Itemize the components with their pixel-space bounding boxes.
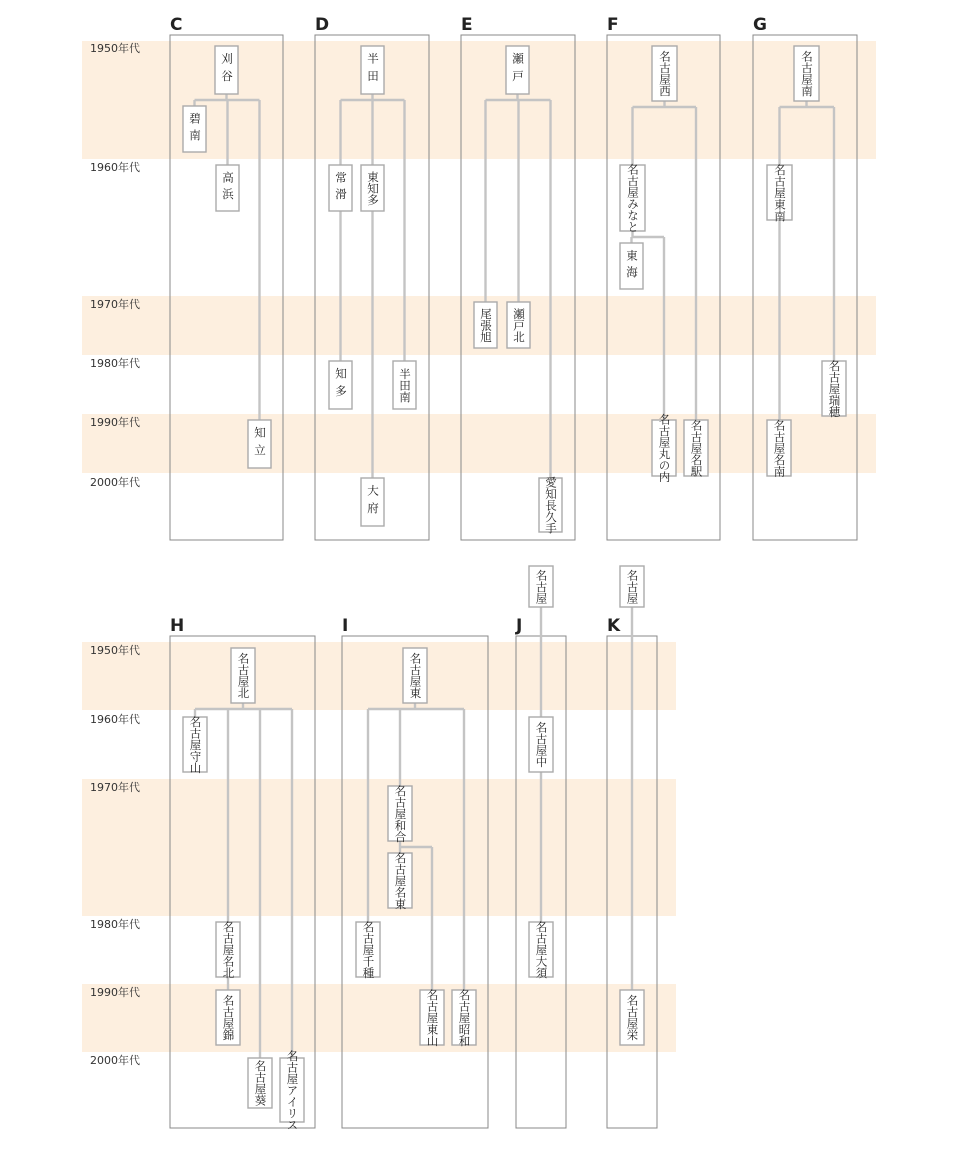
club-node-nagoyaosu (529, 921, 553, 979)
club-label: 東知多 (366, 170, 380, 206)
club-label: 大府 (366, 484, 380, 520)
club-node-takahama (216, 165, 239, 211)
club-node-kariya (215, 46, 238, 94)
decade-label: 1970年代 (90, 781, 140, 794)
group-letter-i: I (342, 616, 349, 636)
decade-label: 1990年代 (90, 416, 140, 429)
club-label: 名古屋名北 (221, 920, 236, 979)
club-node-nagoyawago (388, 785, 412, 843)
club-label: 名古屋栄 (625, 994, 640, 1041)
club-label: 知多 (334, 367, 348, 403)
club-node-nagoyahigashiyama (420, 989, 444, 1047)
club-label: 名古屋名駅 (689, 419, 704, 477)
club-label: 名古屋東山 (425, 988, 440, 1047)
club-node-handa (361, 46, 384, 94)
club-label: 名古屋北 (236, 652, 251, 699)
decade-label: 1960年代 (90, 713, 140, 726)
club-node-nagoyameinan (767, 419, 791, 477)
club-label: 名古屋丸の内 (657, 413, 672, 483)
club-label: 名古屋千種 (361, 920, 376, 979)
decade-band-2-5 (82, 984, 676, 1052)
club-label: 名古屋瑞穂 (827, 359, 842, 418)
club-label: 碧南 (188, 112, 202, 146)
club-label: 名古屋葵 (253, 1060, 268, 1106)
club-node-nagoyaminato (620, 164, 645, 233)
club-label: 瀬戸 (511, 52, 525, 88)
club-label: 東海 (625, 249, 639, 283)
club-label: 高浜 (221, 171, 235, 205)
club-node-nagoyachikusa (356, 921, 380, 979)
club-label: 刈谷 (220, 52, 234, 88)
group-frames (170, 35, 857, 1128)
decade-band-1-5 (82, 414, 876, 473)
club-node-setokita (507, 302, 530, 348)
club-node-nagoyamizuho (822, 360, 846, 418)
club-node-nagoyameihoku (216, 921, 240, 979)
decade-label: 1980年代 (90, 918, 140, 931)
decade-label: 1970年代 (90, 298, 140, 311)
club-label: 半田南 (398, 367, 412, 403)
club-node-nagoyanishiki (216, 990, 240, 1045)
club-node-nagoyameito (388, 852, 412, 910)
club-node-owariasahi (474, 302, 497, 348)
club-node-chiryu (248, 420, 271, 468)
club-node-nagoyashowa (452, 989, 476, 1047)
decade-label: 1950年代 (90, 42, 140, 55)
club-label: 名古屋名南 (772, 419, 787, 477)
club-label: 名古屋 (625, 569, 640, 604)
group-letter-j: J (516, 616, 523, 636)
club-label: 名古屋東南 (773, 163, 787, 222)
club-label: 名古屋守山 (188, 715, 203, 774)
decade-label: 1990年代 (90, 986, 140, 999)
club-node-obu (361, 478, 384, 526)
decade-label: 1980年代 (90, 357, 140, 370)
club-node-nagoyanishi (652, 46, 677, 101)
club-nodes (183, 46, 846, 1130)
club-node-handaminami (393, 361, 416, 409)
club-node-tokoname (329, 165, 352, 211)
club-node-nagoyaK (620, 566, 644, 607)
club-label: 名古屋昭和 (457, 988, 472, 1047)
club-node-aichinagakute (539, 476, 562, 534)
club-label: 愛知長久手 (544, 476, 558, 534)
club-node-nagoyaaoi (248, 1058, 272, 1108)
club-label: 半田 (366, 52, 380, 88)
club-label: 名古屋和合 (393, 784, 408, 843)
decade-label: 1960年代 (90, 161, 140, 174)
club-node-nagoyameieki (684, 419, 708, 477)
club-node-nagoyairis (280, 1050, 304, 1131)
group-letter-k: K (607, 616, 621, 636)
club-node-hekinan (183, 106, 206, 152)
club-node-higashichita (361, 165, 384, 211)
club-label: 名古屋南 (800, 50, 814, 97)
club-node-nagoyaJ (529, 566, 553, 607)
club-label: 常滑 (334, 171, 348, 205)
decade-band-2-1 (82, 642, 676, 710)
club-label: 名古屋大須 (534, 920, 549, 979)
club-label: 尾張旭 (479, 307, 493, 343)
club-label: 名古屋 (534, 569, 549, 604)
club-label: 知立 (253, 426, 267, 462)
club-label: 名古屋名東 (393, 851, 408, 910)
decade-band-2-3 (82, 779, 676, 916)
group-letter-e: E (461, 15, 473, 35)
club-node-nagoyatonan (767, 164, 792, 222)
club-label: 名古屋みなと (626, 163, 640, 233)
club-node-seto (506, 46, 529, 94)
decade-label: 2000年代 (90, 1054, 140, 1067)
club-node-nagoyahigashi (403, 648, 427, 703)
decade-bands (82, 41, 876, 1052)
club-node-nagoyanaka (529, 717, 553, 772)
group-letter-f: F (607, 15, 619, 35)
group-letter-c: C (170, 15, 183, 35)
club-label: 名古屋錦 (221, 994, 236, 1041)
club-label: 名古屋東 (408, 652, 423, 699)
group-letter-h: H (170, 616, 185, 636)
club-label: 名古屋中 (534, 721, 549, 768)
club-node-nagoyamarunouchi (652, 414, 676, 483)
club-node-chita (329, 361, 352, 409)
group-letter-d: D (315, 15, 330, 35)
club-label: 名古屋アイリス (285, 1049, 300, 1131)
club-label: 名古屋西 (658, 50, 672, 97)
club-node-nagoyakita (231, 648, 255, 703)
club-node-nagoyasakae (620, 990, 644, 1045)
club-node-nagoyaminami (794, 46, 819, 101)
group-letter-g: G (753, 15, 767, 35)
club-node-tokai (620, 243, 643, 289)
decade-label: 1950年代 (90, 644, 140, 657)
club-label: 瀬戸北 (512, 307, 526, 343)
club-node-nagoyamoriyama (183, 716, 207, 774)
decade-label: 2000年代 (90, 476, 140, 489)
